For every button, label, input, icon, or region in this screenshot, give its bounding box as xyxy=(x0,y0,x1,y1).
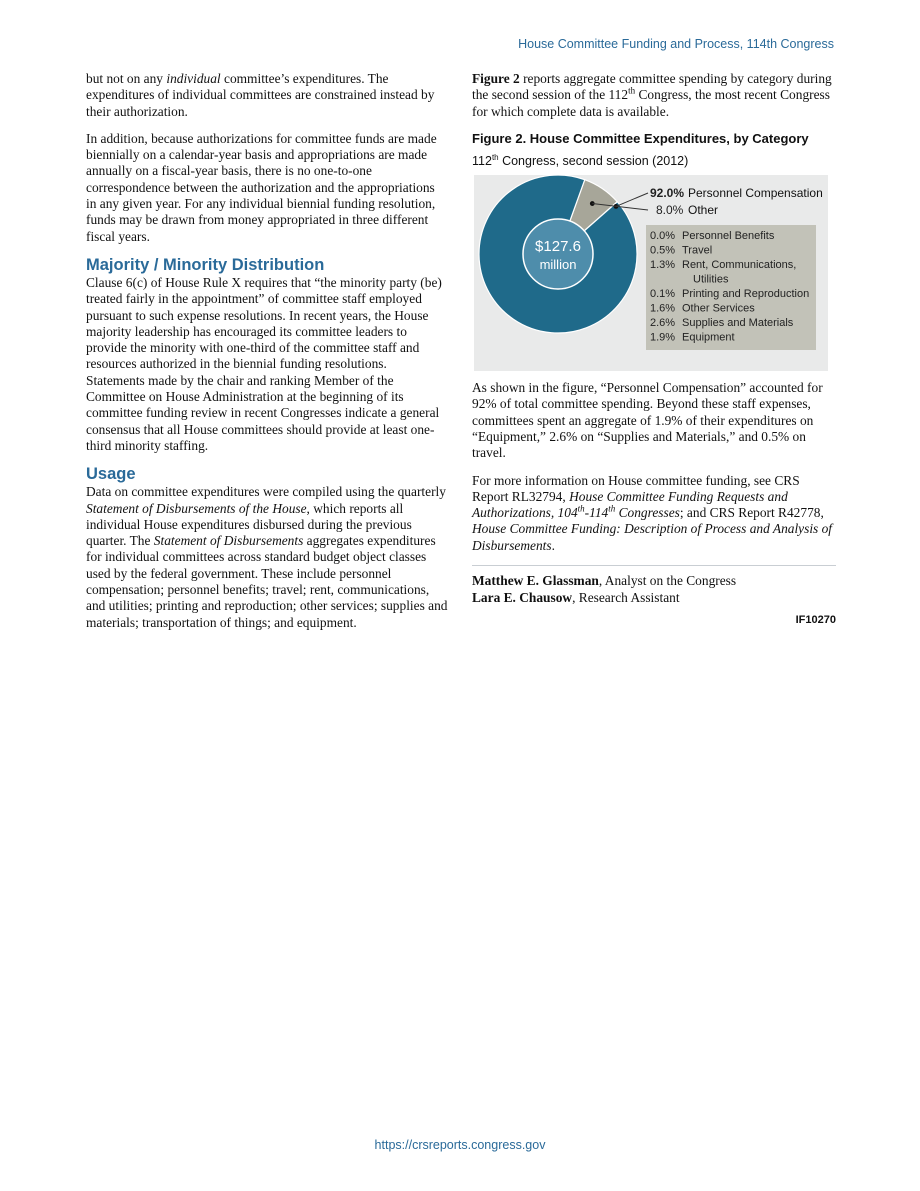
paragraph-figure-intro: Figure 2 reports aggregate committee spending by category during the second session of the 112th Congress, the most recent Congress for which complete data is available. xyxy=(472,71,832,119)
callout-value-other: 8.0% xyxy=(656,203,684,218)
breakdown-label-travel: Travel xyxy=(682,244,713,257)
pie-center-amount: $127.6 xyxy=(535,238,581,256)
breakdown-pct-printing-and-reproduction: 0.1% xyxy=(650,288,676,301)
breakdown-pct-supplies-and-materials: 2.6% xyxy=(650,317,676,330)
paragraph-majority-minority: Clause 6(c) of House Rule X requires that “the minority party (be) treated fairly in the appointment” of committee staff employed pursuant to such expense resolutions. In recent years, the House majority leadership has encouraged its committee leaders to provide the minority with one-third of the committee staff and resources authorized in the biennial funding resolutions. Statements made by the chair and ranking Member of the Committee on House Administration at the beginning of its committee funding review in recent Congresses indicate a general consensus that all House committees should provide at least one-third minority staffing. xyxy=(86,274,442,453)
footer-url[interactable]: https://crsreports.congress.gov xyxy=(374,1138,546,1152)
breakdown-label-personnel-benefits: Personnel Benefits xyxy=(682,230,775,243)
heading-majority-minority: Majority / Minority Distribution xyxy=(86,255,325,274)
breakdown-label-rent-communications-line2: Utilities xyxy=(693,273,729,286)
breakdown-label-supplies-and-materials: Supplies and Materials xyxy=(682,317,794,330)
author-line-1: Matthew E. Glassman, Analyst on the Congress xyxy=(472,573,737,589)
breakdown-pct-rent-communications: 1.3% xyxy=(650,259,676,272)
author-line-2: Lara E. Chausow, Research Assistant xyxy=(472,590,680,606)
breakdown-pct-other-services: 1.6% xyxy=(650,302,676,315)
callout-label-other: Other xyxy=(688,203,719,218)
expenditure-pie-chart xyxy=(474,175,828,371)
paragraph-usage: Data on committee expenditures were compiled using the quarterly Statement of Disbursements of the House, which reports all individual House expenditures disbursed during the previous quarter. The Statement of Disbursements aggregates expenditures for individual committees across standard budget object classes used by the federal government. These include personnel compensation; personnel benefits; travel; rent, communications, and utilities; printing and reproduction; other services; supplies and materials; transportation of things; and equipment. xyxy=(86,484,448,630)
figure-title: Figure 2. House Committee Expenditures, by Category xyxy=(472,130,809,146)
left-column xyxy=(86,71,448,642)
callout-line-personnel xyxy=(616,193,648,206)
product-code: IF10270 xyxy=(795,614,836,627)
paragraph-intro: but not on any individual committee’s expenditures. The expenditures of individual committees are constrained instead by their authorization. xyxy=(86,71,435,119)
author-divider xyxy=(472,565,836,566)
breakdown-pct-personnel-benefits: 0.0% xyxy=(650,230,676,243)
pie-chart-svg xyxy=(474,175,828,371)
paragraph-more-info: For more information on House committee funding, see CRS Report RL32794, House Committee Funding Requests and Authorizations, 104th-114th Congresses; and CRS Report R42778, House Committee Funding: Description of Process and Analysis of Disbursements. xyxy=(472,472,833,553)
breakdown-label-equipment: Equipment xyxy=(682,331,735,344)
running-header: House Committee Funding and Process, 114th Congress xyxy=(518,37,834,51)
breakdown-pct-travel: 0.5% xyxy=(650,244,676,257)
author-block xyxy=(472,572,836,606)
breakdown-pct-equipment: 1.9% xyxy=(650,331,676,344)
right-column xyxy=(472,71,836,626)
paragraph-figure-discussion: As shown in the figure, “Personnel Compensation” accounted for 92% of total committee spending. Beyond these staff expenses, committees spent an aggregate of 1.9% of their expenditures on “Equipment,” 2.6% on “Supplies and Materials,” and 0.5% on travel. xyxy=(472,380,823,461)
breakdown-label-rent-communications: Rent, Communications, xyxy=(682,259,797,272)
breakdown-label-other-services: Other Services xyxy=(682,302,755,315)
breakdown-label-printing-and-reproduction: Printing and Reproduction xyxy=(682,288,810,301)
pie-center-unit: million xyxy=(539,257,577,273)
heading-usage: Usage xyxy=(86,465,136,484)
paragraph-authorizations: In addition, because authorizations for committee funds are made biennially on a calendar-year basis and appropriations are made annually on a fiscal-year basis, there is no one-to-one correspondence between the authorization and the appropriations in any given year. For any individual biennial funding resolution, funds may be drawn from money appropriated in three different fiscal years. xyxy=(86,130,437,244)
callout-label-personnel: Personnel Compensation xyxy=(688,186,823,201)
figure-subtitle: 112th Congress, second session (2012) xyxy=(472,152,689,169)
callout-value-personnel: 92.0% xyxy=(650,186,685,201)
